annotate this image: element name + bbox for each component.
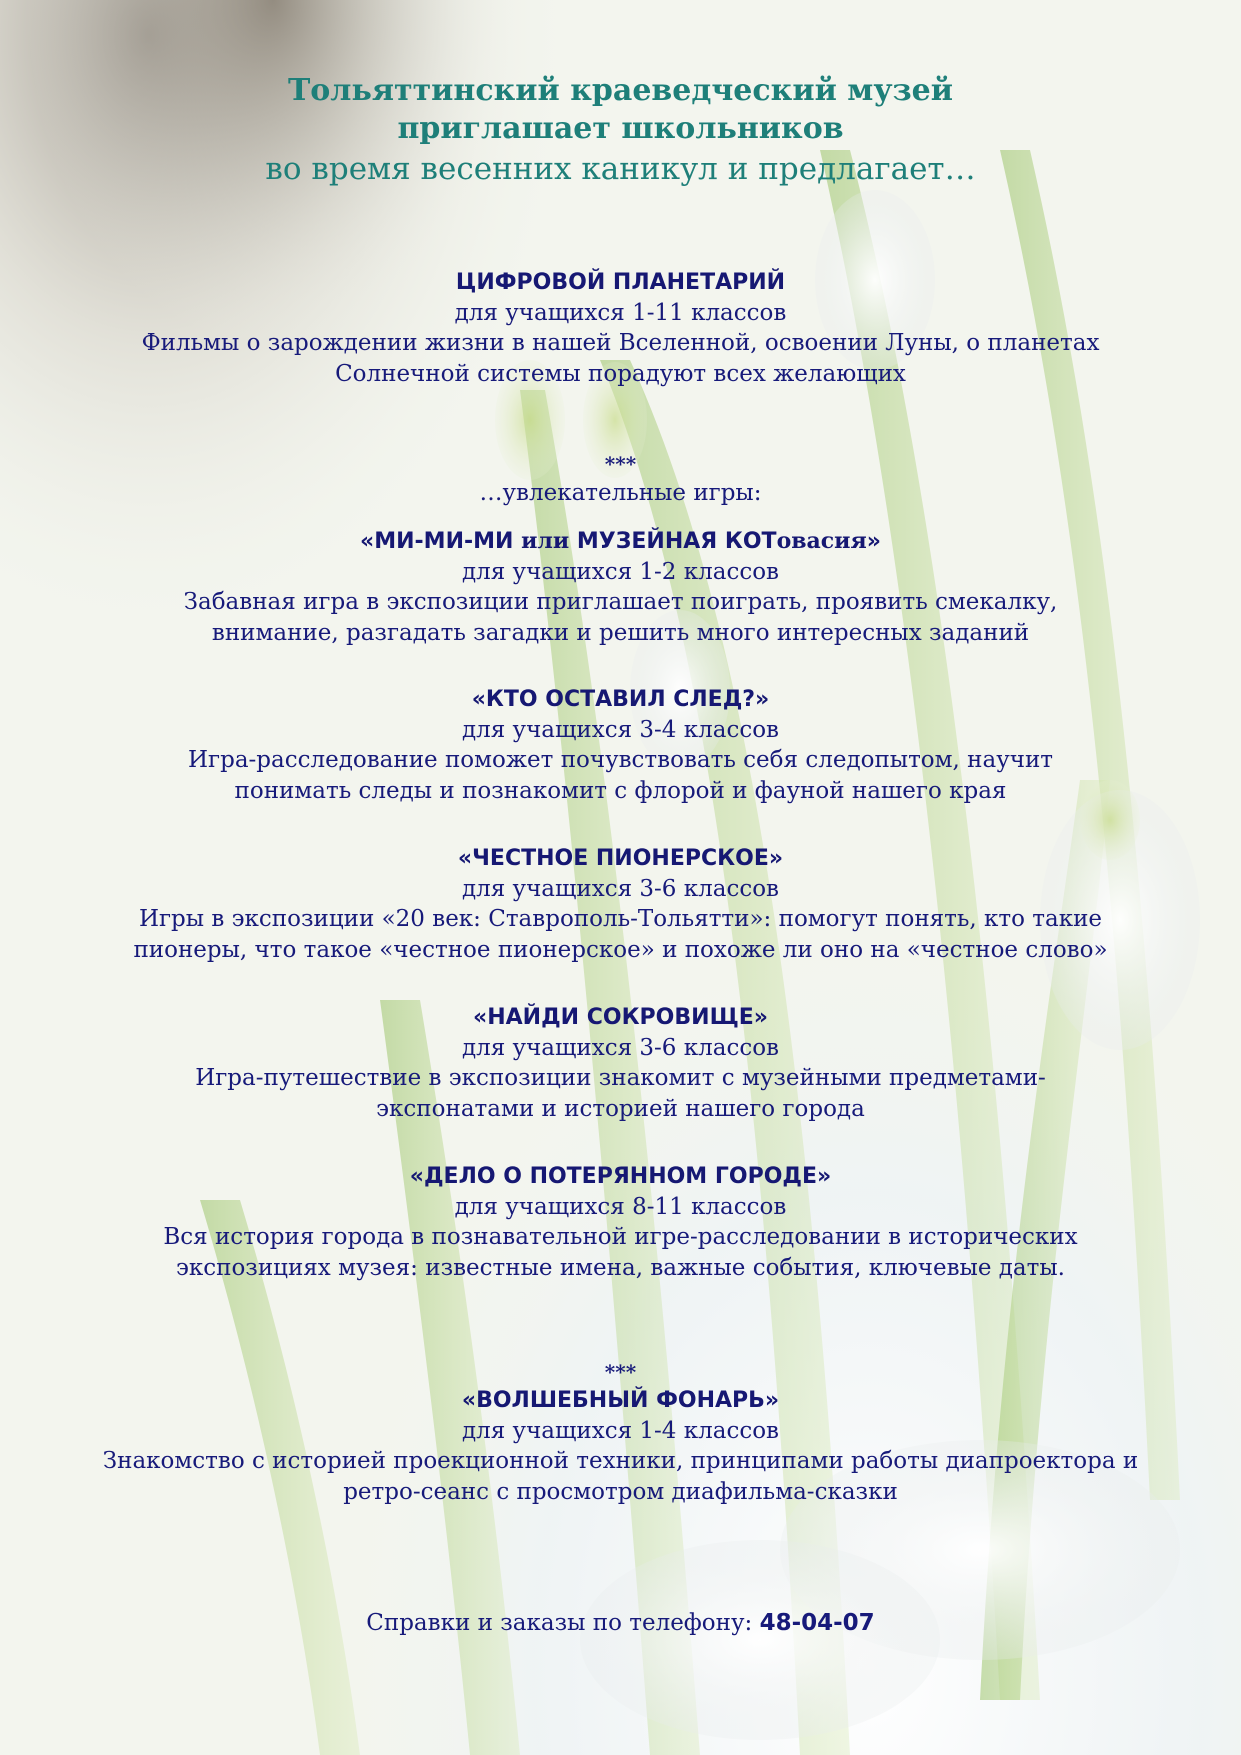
game-section — [40, 685, 1201, 807]
header-offer: во время весенних каникул и предлагает… — [265, 151, 976, 187]
section-description-line: экспонатами и историей нашего города — [376, 1096, 865, 1122]
section-description-line: понимать следы и познакомит с флорой и фауной нашего края — [234, 778, 1007, 804]
section-title: «ЧЕСТНОЕ ПИОНЕРСКОЕ» — [457, 846, 784, 871]
section-audience: для учащихся 1-4 классов — [461, 1418, 780, 1444]
games-intro-text: …увлекательные игры: — [479, 480, 762, 506]
section-description-line: Солнечной системы порадуют всех желающих — [335, 361, 906, 387]
planetarium-section — [40, 268, 1201, 390]
contact-line — [0, 1608, 1241, 1638]
game-section — [40, 1003, 1201, 1125]
section-title: ЦИФРОВОЙ ПЛАНЕТАРИЙ — [455, 270, 786, 295]
section-description-line: Игра-путешествие в экспозиции знакомит с музейными предметами- — [195, 1065, 1046, 1091]
section-title: «НАЙДИ СОКРОВИЩЕ» — [473, 1005, 768, 1030]
section-audience: для учащихся 1-11 классов — [454, 300, 787, 326]
game-section — [40, 526, 1201, 649]
section-title: «КТО ОСТАВИЛ СЛЕД?» — [471, 687, 770, 712]
games-intro — [40, 450, 1201, 508]
section-title: «ВОЛШЕБНЫЙ ФОНАРЬ» — [461, 1388, 780, 1413]
section-audience: для учащихся 3-6 классов — [461, 1035, 780, 1061]
separator-stars: *** — [604, 452, 637, 476]
section-audience: для учащихся 1-2 классов — [461, 559, 780, 585]
section-description-line: Игры в экспозиции «20 век: Ставрополь-Тольятти»: помогут понять, кто такие — [138, 906, 1103, 932]
section-audience: для учащихся 3-4 классов — [461, 717, 780, 743]
section-description-line: ретро-сеанс с просмотром диафильма-сказки — [343, 1479, 898, 1505]
section-audience: для учащихся 3-6 классов — [461, 876, 780, 902]
section-description-line: Забавная игра в экспозиции приглашает поиграть, проявить смекалку, — [183, 589, 1058, 615]
section-title: «МИ-МИ-МИ или МУЗЕЙНАЯ КОТовасия» — [360, 528, 881, 554]
contact-phone: 48-04-07 — [759, 1610, 875, 1636]
header-museum-name: Тольяттинский краеведческий музей — [287, 73, 954, 108]
section-title: «ДЕЛО О ПОТЕРЯННОМ ГОРОДЕ» — [409, 1164, 832, 1189]
contact-label: Справки и заказы по телефону: — [366, 1610, 760, 1636]
section-description-line: пионеры, что такое «честное пионерское» и похоже ли оно на «честное слово» — [133, 937, 1108, 963]
section-description-line: внимание, разгадать загадки и решить много интересных заданий — [211, 620, 1030, 646]
section-description-line: Фильмы о зарождении жизни в нашей Вселенной, освоении Луны, о планетах — [141, 330, 1100, 356]
game-section — [40, 844, 1201, 966]
section-description-line: экспозициях музея: известные имена, важные события, ключевые даты. — [175, 1255, 1065, 1281]
section-audience: для учащихся 8-11 классов — [454, 1194, 787, 1220]
section-description-line: Игра-расследование поможет почувствовать себя следопытом, научит — [187, 747, 1053, 773]
game-section — [40, 1162, 1201, 1284]
lantern-section — [40, 1358, 1201, 1508]
section-description-line: Знакомство с историей проекционной техники, принципами работы диапроектора и — [102, 1448, 1139, 1474]
separator-stars: *** — [604, 1360, 637, 1384]
section-description-line: Вся история города в познавательной игре-расследовании в исторических — [163, 1224, 1078, 1250]
header-invitation: приглашает школьников — [397, 111, 844, 146]
